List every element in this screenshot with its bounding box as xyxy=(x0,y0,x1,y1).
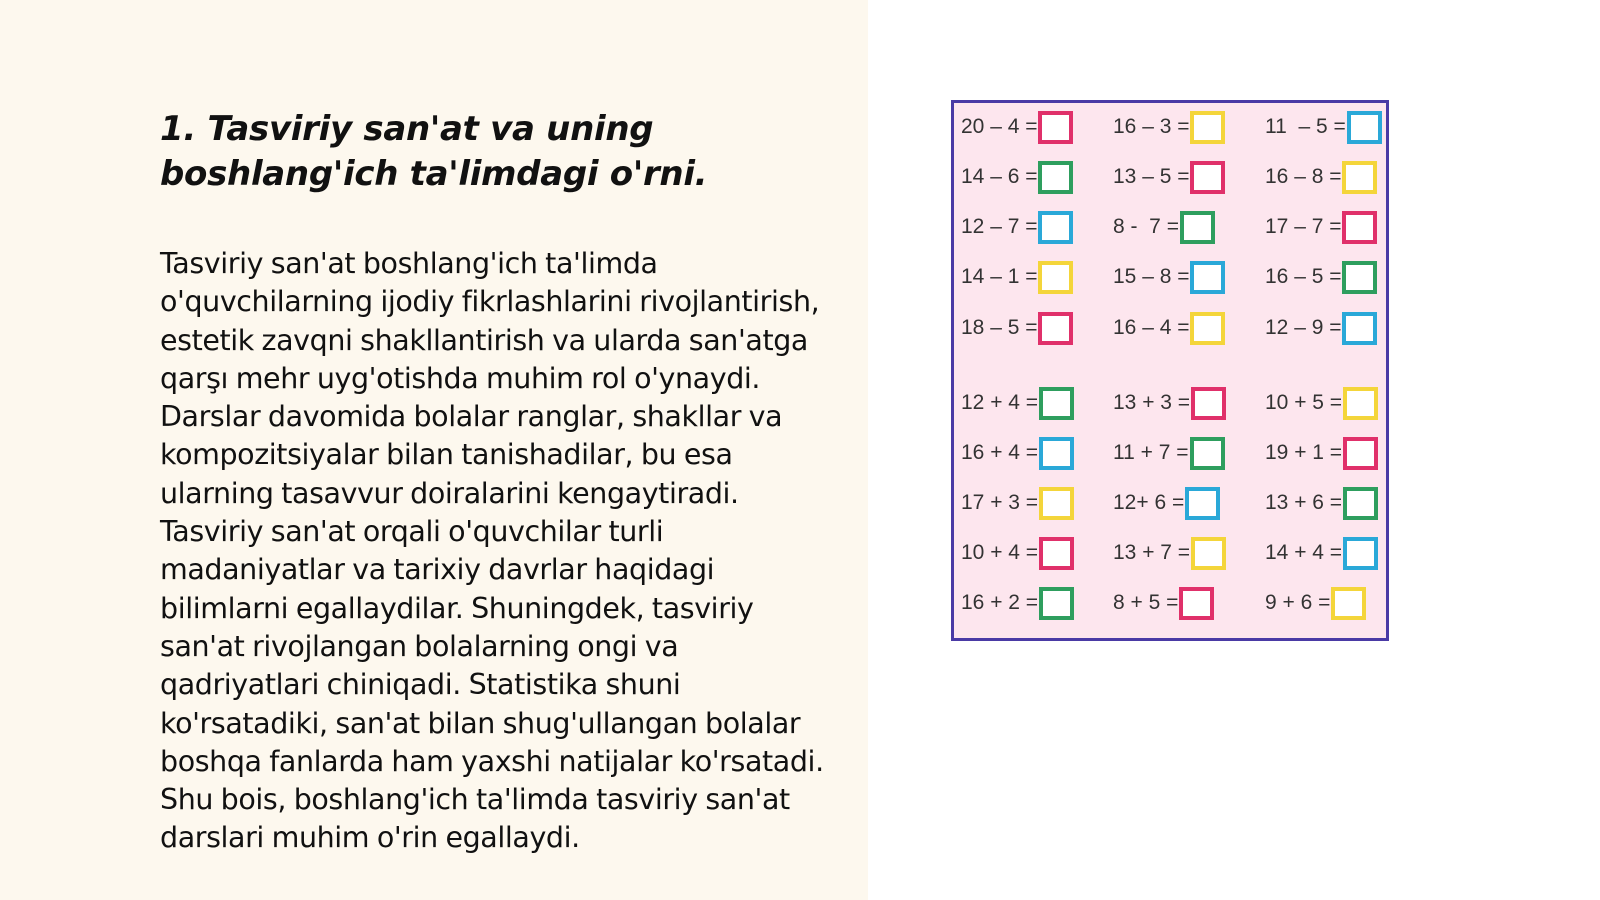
slide-title: 1. Tasviriy san'at va uning boshlang'ich ta'limdagi o'rni. xyxy=(160,109,708,194)
worksheet-problem xyxy=(1113,257,1225,297)
worksheet-problem xyxy=(961,257,1073,297)
worksheet-problem xyxy=(1265,107,1382,147)
answer-box xyxy=(1191,387,1226,420)
worksheet-problem xyxy=(1113,207,1215,247)
answer-box xyxy=(1343,387,1378,420)
worksheet-problem xyxy=(961,107,1073,147)
worksheet-problem xyxy=(1265,157,1377,197)
problem-expression: 12+ 6 = xyxy=(1113,491,1185,514)
answer-box xyxy=(1190,111,1225,144)
worksheet-problem xyxy=(1113,483,1220,523)
answer-box xyxy=(1342,161,1377,194)
worksheet-problem xyxy=(1265,483,1378,523)
answer-box xyxy=(1038,161,1073,194)
problem-expression: 12 – 9 = xyxy=(1265,316,1342,339)
answer-box xyxy=(1180,211,1215,244)
worksheet-problem xyxy=(961,308,1073,348)
problem-expression: 16 + 2 = xyxy=(961,591,1039,614)
worksheet-problem xyxy=(1113,383,1226,423)
problem-expression: 14 – 1 = xyxy=(961,265,1038,288)
answer-box xyxy=(1343,487,1378,520)
problem-expression: 12 + 4 = xyxy=(961,391,1039,414)
answer-box xyxy=(1347,111,1382,144)
problem-expression: 13 + 7 = xyxy=(1113,541,1191,564)
worksheet-problem xyxy=(1265,308,1377,348)
answer-box xyxy=(1038,261,1073,294)
worksheet-problem xyxy=(1265,533,1378,573)
worksheet-problem xyxy=(961,533,1074,573)
problem-expression: 13 + 6 = xyxy=(1265,491,1343,514)
problem-expression: 16 – 4 = xyxy=(1113,316,1190,339)
worksheet-problem xyxy=(961,483,1074,523)
answer-box xyxy=(1343,537,1378,570)
answer-box xyxy=(1190,161,1225,194)
answer-box xyxy=(1185,487,1220,520)
answer-box xyxy=(1342,261,1377,294)
answer-box xyxy=(1342,312,1377,345)
worksheet-problem xyxy=(1265,257,1377,297)
answer-box xyxy=(1039,587,1074,620)
problem-expression: 16 – 3 = xyxy=(1113,115,1190,138)
problem-expression: 9 + 6 = xyxy=(1265,591,1331,614)
problem-expression: 8 + 5 = xyxy=(1113,591,1179,614)
worksheet-problem xyxy=(1113,433,1225,473)
worksheet-problem xyxy=(1265,383,1378,423)
problem-expression: 10 + 5 = xyxy=(1265,391,1343,414)
answer-box xyxy=(1039,537,1074,570)
answer-box xyxy=(1038,211,1073,244)
answer-box xyxy=(1190,261,1225,294)
answer-box xyxy=(1190,312,1225,345)
worksheet-problem xyxy=(1113,157,1225,197)
problem-expression: 14 – 6 = xyxy=(961,165,1038,188)
problem-expression: 13 + 3 = xyxy=(1113,391,1191,414)
problem-expression: 11 + 7 = xyxy=(1113,441,1189,464)
problem-expression: 13 – 5 = xyxy=(1113,165,1190,188)
worksheet-problem xyxy=(961,207,1073,247)
answer-box xyxy=(1038,312,1073,345)
answer-box xyxy=(1039,387,1074,420)
worksheet-problem xyxy=(1265,433,1378,473)
problem-expression: 19 + 1 = xyxy=(1265,441,1343,464)
problem-expression: 8 - 7 = xyxy=(1113,215,1179,238)
worksheet-problem xyxy=(1113,308,1225,348)
problem-expression: 12 – 7 = xyxy=(961,215,1038,238)
worksheet-problem xyxy=(1265,583,1366,623)
worksheet-problem xyxy=(961,157,1073,197)
problem-expression: 16 – 5 = xyxy=(1265,265,1342,288)
problem-expression: 18 – 5 = xyxy=(961,316,1038,339)
worksheet-problem xyxy=(1265,207,1377,247)
worksheet-problem xyxy=(961,583,1074,623)
problem-expression: 16 – 8 = xyxy=(1265,165,1342,188)
worksheet-problem xyxy=(1113,533,1226,573)
answer-box xyxy=(1190,437,1225,470)
slide-body-text: Tasviriy san'at boshlang'ich ta'limda o'quvchilarning ijodiy fikrlashlarini rivojlantirish, estetik zavqni shakllantirish va ularda san'atga qarşı mehr uyg'otishda muhim rol o'ynaydi. Darslar davomida bolalar ranglar, shakllar va kompozitsiyalar bilan tanishadilar, bu esa ularning tasavvur doiralarini kengaytiradi. Tasviriy san'at orqali o'quvchilar turli madaniyatlar va tarixiy davrlar haqidagi bilimlarni egallaydilar. Shuningdek, tasviriy san'at rivojlangan bolalarning ongi va qadriyatlari chiniqadi. Statistika shuni ko'rsatadiki, san'at bilan shug'ullangan bolalar boshqa fanlarda ham yaxshi natijalar ko'rsatadi. Shu bois, boshlang'ich ta'limda tasviriy san'at darslari muhim o'rin egallaydi. xyxy=(160,247,824,855)
math-worksheet-image xyxy=(951,100,1389,641)
answer-box xyxy=(1342,211,1377,244)
problem-expression: 15 – 8 = xyxy=(1113,265,1190,288)
answer-box xyxy=(1331,587,1366,620)
problem-expression: 14 + 4 = xyxy=(1265,541,1343,564)
problem-expression: 16 + 4 = xyxy=(961,441,1039,464)
problem-expression: 20 – 4 = xyxy=(961,115,1038,138)
worksheet-problem xyxy=(961,433,1074,473)
problem-expression: 11 – 5 = xyxy=(1265,115,1346,138)
answer-box xyxy=(1038,111,1073,144)
answer-box xyxy=(1191,537,1226,570)
answer-box xyxy=(1039,437,1074,470)
problem-expression: 17 + 3 = xyxy=(961,491,1039,514)
answer-box xyxy=(1179,587,1214,620)
answer-box xyxy=(1039,487,1074,520)
worksheet-problem xyxy=(1113,583,1214,623)
worksheet-problem xyxy=(961,383,1074,423)
answer-box xyxy=(1343,437,1378,470)
problem-expression: 10 + 4 = xyxy=(961,541,1039,564)
worksheet-problem xyxy=(1113,107,1225,147)
problem-expression: 17 – 7 = xyxy=(1265,215,1342,238)
